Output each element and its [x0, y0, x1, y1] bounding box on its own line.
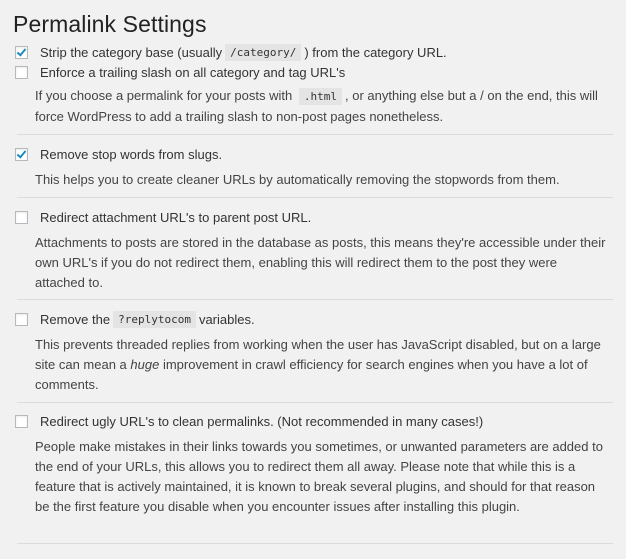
trailing-slash-desc-start: If you choose a permalink for your posts with [35, 88, 293, 103]
trailing-slash-desc-end: , or anything else but a / on the end, this will force WordPress to add a trailing slash to non-post pages nonetheless. [35, 88, 598, 124]
stop-words-label: Remove stop words from slugs. [40, 146, 223, 162]
redirect-attachment-checkbox[interactable] [15, 211, 28, 224]
divider [17, 543, 613, 544]
category-base-code: /category/ [225, 44, 301, 61]
replytocom-desc-start: This prevents threaded replies from working when the user has JavaScript disabled, but on a large site can mean a [35, 337, 601, 372]
replytocom-label-end: variables. [198, 311, 255, 327]
replytocom-description [35, 335, 610, 395]
divider [17, 402, 613, 403]
replytocom-label-start: Remove the [40, 311, 111, 327]
redirect-attachment-label: Redirect attachment URL's to parent post URL. [40, 209, 312, 225]
replytocom-desc-end: improvement in crawl efficiency for search engines when you have a lot of comments. [35, 357, 588, 392]
stop-words-option[interactable] [15, 146, 222, 162]
trailing-slash-option[interactable] [15, 64, 345, 80]
strip-category-base-checkbox[interactable] [15, 46, 28, 59]
redirect-ugly-description: People make mistakes in their links towards you sometimes, or unwanted parameters are added to the end of your URLs, this allows you to redirect them all away. Please note that while this is a feature that is actively maintained, it is known to break several plugins, and should for that reason be the first feature you disable when you encounter issues after installing this plugin. [35, 439, 603, 514]
trailing-slash-checkbox[interactable] [15, 66, 28, 79]
replytocom-desc-emphasis: huge [130, 357, 160, 372]
html-extension-code: .html [299, 88, 342, 105]
redirect-ugly-label: Redirect ugly URL's to clean permalinks. (Not recommended in many cases!) [40, 413, 484, 429]
trailing-slash-label: Enforce a trailing slash on all category and tag URL's [40, 64, 346, 80]
replytocom-code: ?replytocom [113, 311, 196, 328]
redirect-ugly-option[interactable] [15, 413, 483, 429]
strip-category-base-option[interactable] [15, 44, 447, 60]
strip-category-base-label-end: ) from the category URL. [304, 44, 447, 60]
redirect-ugly-checkbox[interactable] [15, 415, 28, 428]
divider [17, 197, 613, 198]
divider [17, 134, 613, 135]
page-title: Permalink Settings [13, 11, 207, 37]
redirect-attachment-description: Attachments to posts are stored in the database as posts, this means they're accessible under their own URL's if you do not redirect them, enabling this will redirect them to the post they were attached to. [35, 235, 606, 290]
trailing-slash-description [35, 86, 610, 127]
strip-category-base-label-start: Strip the category base (usually [40, 44, 223, 60]
stop-words-description: This helps you to create cleaner URLs by automatically removing the stopwords from them. [35, 172, 560, 187]
replytocom-option[interactable] [15, 311, 255, 327]
divider [17, 299, 613, 300]
replytocom-checkbox[interactable] [15, 313, 28, 326]
stop-words-checkbox[interactable] [15, 148, 28, 161]
redirect-attachment-option[interactable] [15, 209, 311, 225]
